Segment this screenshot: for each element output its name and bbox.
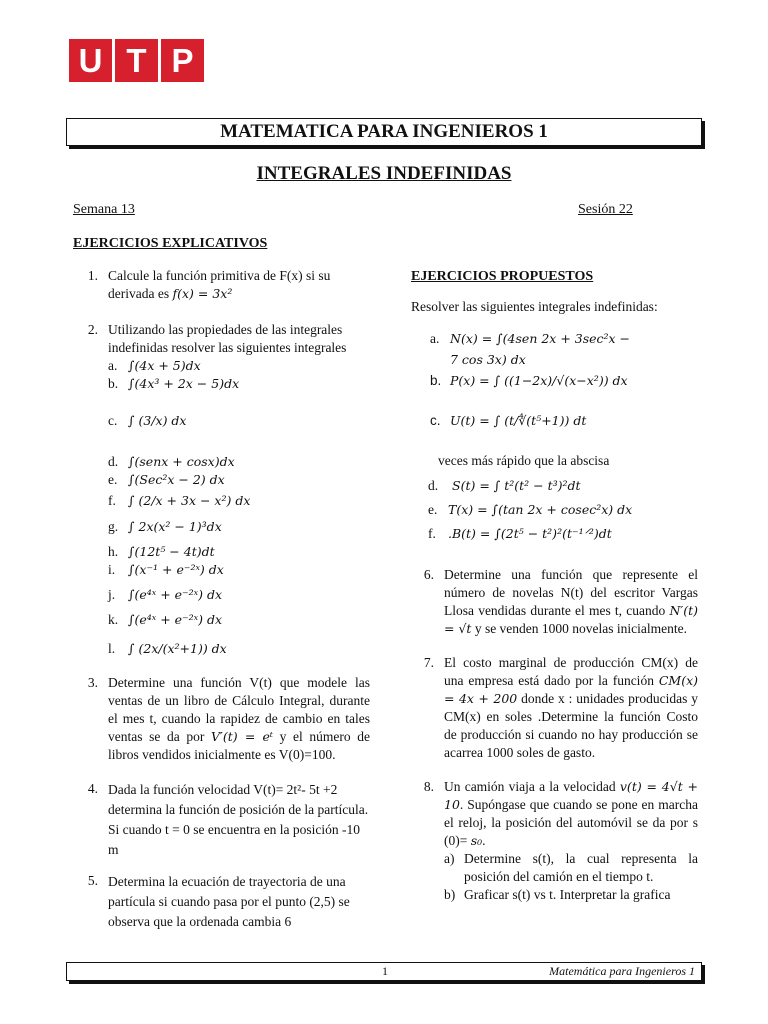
exercise-5	[70, 872, 370, 932]
exercise-text: Determina la ecuación de trayectoria de una partícula si cuando pasa por el punto (2,5) se observa que la ordenada cambia 6	[108, 874, 350, 929]
sub-letter: e.	[428, 502, 438, 517]
math-expression: U(t) = ∫ (t/∜(t⁵+1)) dt	[450, 413, 587, 428]
course-title-box	[66, 118, 702, 146]
sub-exercise	[108, 586, 370, 604]
sub-letter: b.	[108, 376, 119, 391]
math-expression: ∫(e⁴ˣ + e⁻²ˣ) dx	[128, 587, 223, 602]
sub-exercise	[108, 357, 370, 375]
proposed-intro: Resolver las siguientes integrales indefinidas:	[411, 299, 658, 314]
week-label: Semana 13	[73, 202, 135, 217]
exercise-text: Determine una función que represente el número de novelas N(t) del escritor Vargas Llosa vendidas durante el mes t, cuando	[444, 567, 698, 618]
sub-letter: g.	[108, 519, 119, 534]
math-expression: P(x) = ∫ ((1−2x)/√(x−x²)) dx	[450, 373, 628, 388]
math-expression: ∫(e⁴ˣ + e⁻²ˣ) dx	[128, 612, 223, 627]
exercise-number: 3.	[87, 675, 98, 690]
sub-letter: h.	[108, 544, 119, 559]
sub-letter: b.	[430, 373, 442, 388]
proposed-heading: EJERCICIOS PROPUESTOS	[411, 269, 594, 284]
math-expression: 7 cos 3x) dx	[450, 352, 526, 367]
sub-exercise	[108, 492, 370, 510]
math-expression: T(x) = ∫(tan 2x + cosec²x) dx	[448, 502, 633, 517]
exercise-text: Calcule la función primitiva de F(x) si su	[108, 268, 331, 283]
proposed-c	[430, 412, 698, 430]
exercise-number: 1.	[87, 268, 98, 283]
proposed-d	[428, 477, 698, 495]
session-label: Sesión 22	[578, 202, 633, 217]
sub-exercise	[444, 886, 698, 904]
proposed-b	[430, 372, 698, 390]
sub-exercise	[108, 518, 370, 536]
math-expression: ∫ (3/x) dx	[128, 413, 187, 428]
math-expression: N(x) = ∫(4sen 2x + 3sec²x −	[450, 331, 631, 346]
math-expression: ∫ 2x(x² − 1)³dx	[128, 519, 222, 534]
logo-letter-t: T	[115, 39, 158, 82]
exercise-1	[70, 267, 370, 303]
exercise-number: 2.	[87, 322, 98, 337]
explanatory-heading: EJERCICIOS EXPLICATIVOS	[73, 236, 268, 251]
math-expression: .B(t) = ∫(2t⁵ − t²)²(t⁻¹ᐟ²)dt	[448, 526, 612, 541]
exercise-number: 5.	[87, 873, 98, 888]
sub-exercise	[444, 850, 698, 886]
exercise-number: 4.	[87, 781, 98, 796]
sub-letter: f.	[108, 493, 116, 508]
sub-letter: a.	[108, 358, 118, 373]
math-expression: ∫(12t⁵ − 4t)dt	[128, 544, 215, 559]
sub-exercise	[108, 412, 370, 430]
exercise-6	[406, 566, 698, 638]
exercise-text: donde x : unidades producidas y CM(x) en soles .Determine la función Costo de producción si cuando no hay producción se acarrea 1000 soles de gasto.	[444, 691, 698, 760]
exercise-4	[70, 780, 370, 860]
exercise-7	[406, 654, 698, 762]
sub-letter: i.	[108, 562, 116, 577]
math-expression: ∫ (2/x + 3x − x²) dx	[128, 493, 251, 508]
exercise-text: . Supóngase que cuando se pone en marcha el reloj, la posición del automóvil se da por s (0)=	[444, 797, 698, 848]
proposed-a	[430, 330, 698, 348]
sub-exercise	[108, 611, 370, 629]
sub-exercise	[108, 561, 370, 579]
math-expression: ∫(4x³ + 2x − 5)dx	[128, 376, 240, 391]
document-subtitle: INTEGRALES INDEFINIDAS	[256, 163, 512, 184]
math-expression: N′(t) = √t	[444, 603, 698, 636]
exercise-number: 8.	[423, 779, 434, 794]
sub-letter: b)	[444, 887, 456, 902]
math-expression: S(t) = ∫ t²(t² − t³)²dt	[452, 478, 581, 493]
exercise-3	[70, 674, 370, 764]
exercise-text: Dada la función velocidad V(t)= 2t²- 5t +2 determina la función de posición de la partícula. Si cuando t = 0 se encuentra en la posición -10 m	[108, 782, 369, 857]
sub-exercise	[108, 543, 370, 561]
exercise-text: Un camión viaja a la velocidad	[444, 779, 620, 794]
logo-letter-p: P	[161, 39, 204, 82]
proposed-exercises	[406, 268, 698, 904]
exercise-number: 7.	[423, 655, 434, 670]
sub-letter: d.	[108, 454, 119, 469]
math-expression: v(t) = 4√t + 10	[444, 779, 698, 812]
sub-exercise	[108, 640, 370, 658]
sub-letter: l.	[108, 641, 116, 656]
sub-letter: a.	[430, 331, 440, 346]
math-expression: ∫(senx + cosx)dx	[128, 454, 235, 469]
page-number: 1	[382, 964, 388, 978]
exercise-number: 6.	[423, 567, 434, 582]
sub-letter: a)	[444, 851, 455, 866]
math-expression: ∫(Sec²x − 2) dx	[128, 472, 225, 487]
exercise-text: Graficar s(t) vs t. Interpretar la grafica	[464, 887, 671, 902]
sub-exercise	[108, 453, 370, 471]
sub-letter: f.	[428, 526, 436, 541]
page-footer	[66, 962, 702, 981]
math-expression: f(x) = 3x²	[172, 286, 233, 301]
math-expression: ∫ (2x/(x²+1)) dx	[128, 641, 227, 656]
exercise-text: .	[482, 833, 486, 848]
math-expression: ∫(x⁻¹ + e⁻²ˣ) dx	[128, 562, 224, 577]
exercise-text: y se venden 1000 novelas inicialmente.	[471, 621, 688, 636]
explanatory-exercises	[70, 235, 370, 932]
sub-exercise	[108, 471, 370, 489]
sub-letter: c.	[430, 413, 441, 428]
exercise-text: Determine una función V(t) que modele las ventas de un libro de Cálculo Integral, durante el mes t, cuando la rapidez de cambio en tales ventas se da por	[108, 675, 370, 744]
proposed-e	[428, 501, 698, 519]
exercise-text: Determine s(t), la cual representa la posición del camión en el tiempo t.	[464, 851, 698, 884]
math-expression: V′(t) = eᵗ	[210, 729, 274, 744]
proposed-f	[428, 525, 698, 543]
sub-letter: d.	[428, 478, 439, 493]
footer-title: Matemática para Ingenieros 1	[549, 964, 695, 978]
math-expression: CM(x) = 4x + 200	[444, 673, 698, 706]
sub-letter: c.	[108, 413, 118, 428]
sub-letter: k.	[108, 612, 119, 627]
exercise-8	[406, 778, 698, 904]
sub-exercise	[108, 375, 370, 393]
sub-letter: j.	[108, 587, 116, 602]
logo-letter-u: U	[69, 39, 112, 82]
exercise-2	[70, 321, 370, 658]
exercise-text: El costo marginal de producción CM(x) de una empresa está dado por la función	[444, 655, 698, 688]
exercise-text: y el número de libros vendidos inicialmente es V(0)=100.	[108, 729, 370, 762]
exercise-text: Utilizando las propiedades de las integrales indefinidas resolver las siguientes integrales	[108, 322, 347, 355]
exercise-text: derivada es	[108, 286, 173, 301]
utp-logo	[69, 39, 205, 82]
math-expression: ∫(4x + 5)dx	[128, 358, 201, 373]
course-title: MATEMATICA PARA INGENIEROS 1	[220, 121, 548, 142]
sub-letter: e.	[108, 472, 118, 487]
continuation-text: veces más rápido que la abscisa	[438, 453, 610, 468]
math-expression: s₀	[470, 833, 483, 848]
